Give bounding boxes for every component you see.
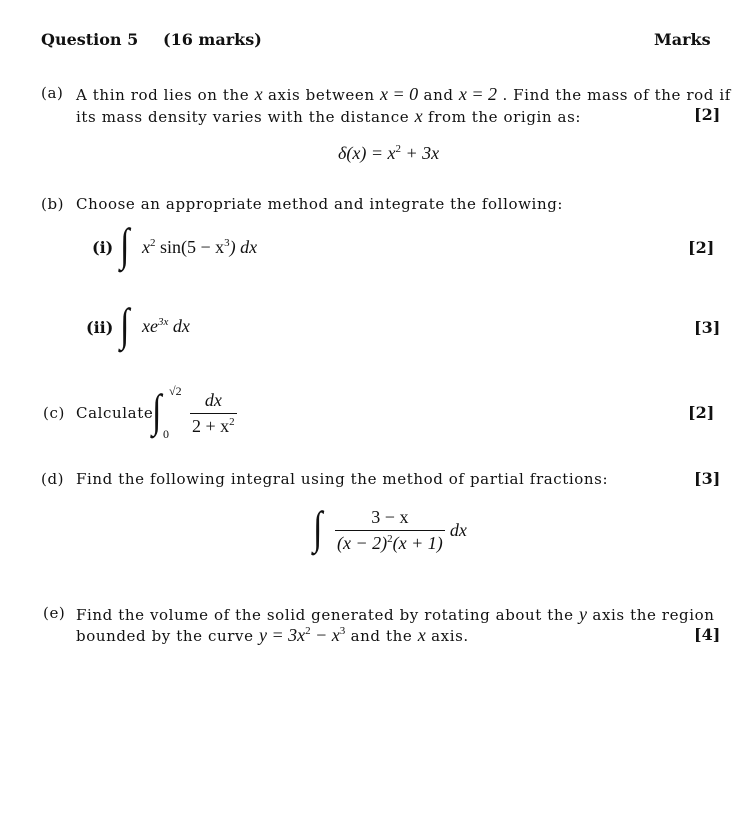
part-b-instruction: Choose an appropriate method and integrate the following: xyxy=(76,195,564,213)
part-d-instruction: Find the following integral using the method of partial fractions: xyxy=(76,470,609,488)
integral-sign: ∫ xyxy=(152,385,162,436)
question-total-marks: (16 marks) xyxy=(163,30,262,49)
part-b-ii-integrand: $xe^{3x}$ dx xyxy=(142,316,190,336)
part-a-line2: its mass density varies with the distance x from the origin as: xyxy=(76,106,582,126)
lower-limit: 0 xyxy=(163,427,169,441)
part-a-marks: [2] xyxy=(694,105,721,124)
part-a-label: (a) xyxy=(41,84,64,102)
integral-sign: ∫ xyxy=(120,299,130,350)
upper-limit: √2 xyxy=(169,384,182,398)
fraction-denominator: $2 + x^2$ xyxy=(192,416,235,436)
part-c-fraction xyxy=(190,390,237,437)
fraction-numerator: 3 − x xyxy=(335,507,445,531)
part-b-i-label: (i) xyxy=(92,238,114,257)
part-d-marks: [3] xyxy=(694,469,721,488)
part-b-ii-label: (ii) xyxy=(86,318,114,337)
part-e-line2: bounded by the curve $y = 3x^2 - x^3$ and the x axis. xyxy=(76,625,469,645)
fraction-denominator: $(x - 2)^2(x + 1)$ xyxy=(337,533,443,553)
part-b-i-integrand: $x^2$ $\sin(5 - x^3)$ dx xyxy=(142,237,258,257)
part-c-marks: [2] xyxy=(688,403,715,422)
part-d-label: (d) xyxy=(41,470,65,488)
part-a-line1: A thin rod lies on the x axis between x = 0 and x = 2 . Find the mass of the rod if xyxy=(76,84,731,104)
part-b-label: (b) xyxy=(41,195,65,213)
part-e-marks: [4] xyxy=(694,625,721,644)
part-b-i-marks: [2] xyxy=(688,238,715,257)
fraction-numerator: dx xyxy=(190,390,237,414)
integral-sign: ∫ xyxy=(313,502,323,553)
question-title: Question 5 xyxy=(41,30,139,49)
part-e-line1: Find the volume of the solid generated by rotating about the y axis the region xyxy=(76,604,715,624)
part-b-ii-marks: [3] xyxy=(694,318,721,337)
part-c-label: (c) xyxy=(43,404,65,422)
part-d-fraction: $\frac{3 - x}{(x - 2)^2(x + 1)}$ dx xyxy=(337,507,467,553)
part-e-label: (e) xyxy=(43,604,66,622)
integral-sign: ∫ xyxy=(120,219,130,270)
part-c-text: Calculate xyxy=(76,404,154,422)
density-equation: $\delta(x) = x^2 + 3x$ xyxy=(338,143,440,163)
marks-column-label: Marks xyxy=(654,30,711,49)
